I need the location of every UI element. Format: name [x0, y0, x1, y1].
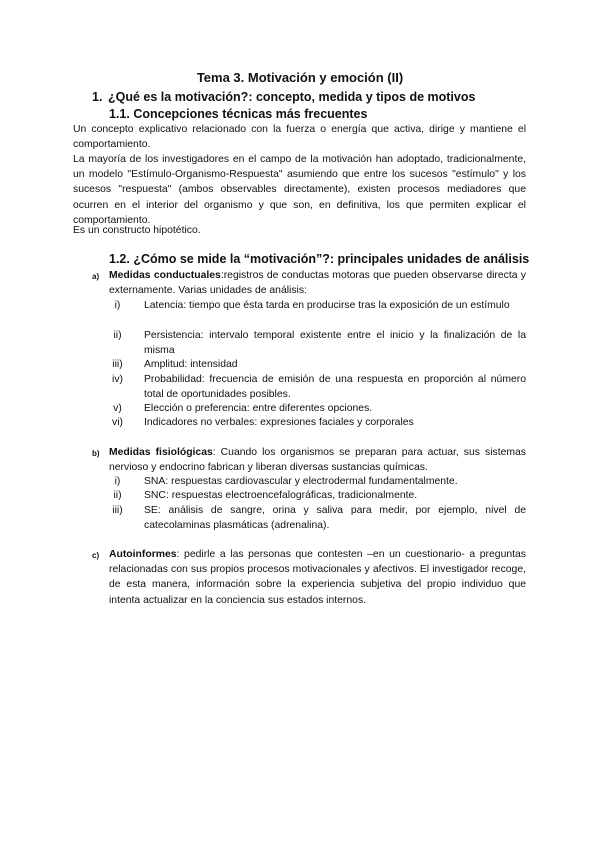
section-1-heading-text: ¿Qué es la motivación?: concepto, medida y tipos de motivos: [108, 90, 476, 104]
sub-item-number: v): [113, 403, 122, 414]
item-b-text: : Cuando los organismos se preparan para actuar, sus sistemas nervioso y endocrino fabrican y liberan diversas sustancias químicas.: [109, 447, 526, 474]
sub-item-text: SNA: respuestas cardiovascular y electrodermal fundamentalmente.: [144, 476, 458, 487]
sub-item-b-ii: [109, 488, 526, 503]
item-a-term: Medidas conductuales: [109, 270, 221, 281]
sub-item-b-i: [109, 474, 526, 489]
sub-item-number: ii): [113, 490, 122, 501]
sub-item-a-i: [109, 298, 526, 313]
sub-item-text: Amplitud: intensidad: [144, 359, 238, 370]
sub-item-text: Probabilidad: frecuencia de emisión de una respuesta en proporción al número total de oportunidades posibles.: [144, 374, 526, 401]
item-b-term: Medidas fisiológicas: [109, 447, 213, 458]
sub-item-number: ii): [113, 330, 122, 341]
sub-item-b-iii: [109, 503, 526, 533]
sub-item-a-iii: [109, 357, 526, 372]
item-a-marker: a): [92, 272, 100, 281]
item-b-marker: b): [92, 449, 100, 458]
item-a-text: :registros de conductas motoras que pueden observarse directa y externamente. Varias unidades de análisis:: [109, 270, 526, 297]
sub-item-text: SNC: respuestas electroencefalográficas, tradicionalmente.: [144, 490, 418, 501]
sub-item-number: iii): [112, 359, 123, 370]
sub-item-text: Elección o preferencia: entre diferentes opciones.: [144, 403, 373, 414]
list-item-a: [92, 268, 526, 298]
sub-item-a-vi: [109, 415, 526, 430]
sub-item-number: i): [114, 300, 121, 311]
sub-item-text: Latencia: tiempo que ésta tarda en producirse tras la exposición de un estímulo: [144, 300, 510, 311]
sub-item-a-ii: [109, 328, 526, 358]
sub-item-text: Persistencia: intervalo temporal existente entre el inicio y la finalización de la misma: [144, 330, 526, 357]
sub-item-number: i): [114, 476, 121, 487]
sub-item-text: SE: análisis de sangre, orina y saliva para medir, por ejemplo, nivel de catecolaminas plasmáticas (adrenalina).: [144, 505, 526, 532]
sub-item-number: vi): [112, 417, 123, 428]
item-c-marker: c): [92, 551, 100, 560]
section-1-number: 1.: [92, 90, 103, 104]
paragraph-model: La mayoría de los investigadores en el campo de la motivación han adoptado, tradicionalmente, un modelo "Estímulo-Organismo-Respuesta" asumiendo que entre los sucesos "estímulo" y los sucesos "respuesta" (ambos observables directamente), existen procesos mediadores que ocurren en el interior del organismo y que son, en definitiva, los que permiten explicar el comportamiento.: [73, 154, 526, 226]
sub-item-a-v: [109, 401, 526, 416]
item-c-text: : pedirle a las personas que contesten –en un cuestionario- a preguntas relacionadas con sus propios procesos motivacionales y afectivos. El investigador recoge, de esta manera, información sobre la experiencia subjetiva del propio individuo que intenta actualizar en la conciencia sus estados internos.: [109, 549, 526, 606]
sub-item-number: iii): [112, 505, 123, 516]
section-1-2-heading: 1.2. ¿Cómo se mide la “motivación”?: principales unidades de análisis: [109, 252, 530, 266]
document-title: Tema 3. Motivación y emoción (II): [196, 70, 404, 85]
sub-item-number: iv): [112, 374, 123, 385]
section-1-1-heading: 1.1. Concepciones técnicas más frecuentes: [109, 107, 368, 121]
item-c-term: Autoinformes: [109, 549, 177, 560]
section-1-heading: [92, 90, 475, 104]
sub-item-text: Indicadores no verbales: expresiones faciales y corporales: [144, 417, 414, 428]
list-item-b: [92, 445, 526, 475]
paragraph-concept: Un concepto explicativo relacionado con la fuerza o energía que activa, dirige y mantiene el comportamiento.: [73, 124, 526, 151]
paragraph-construct: Es un constructo hipotético.: [73, 225, 201, 236]
list-item-c: [92, 547, 526, 608]
sub-item-a-iv: [109, 372, 526, 402]
